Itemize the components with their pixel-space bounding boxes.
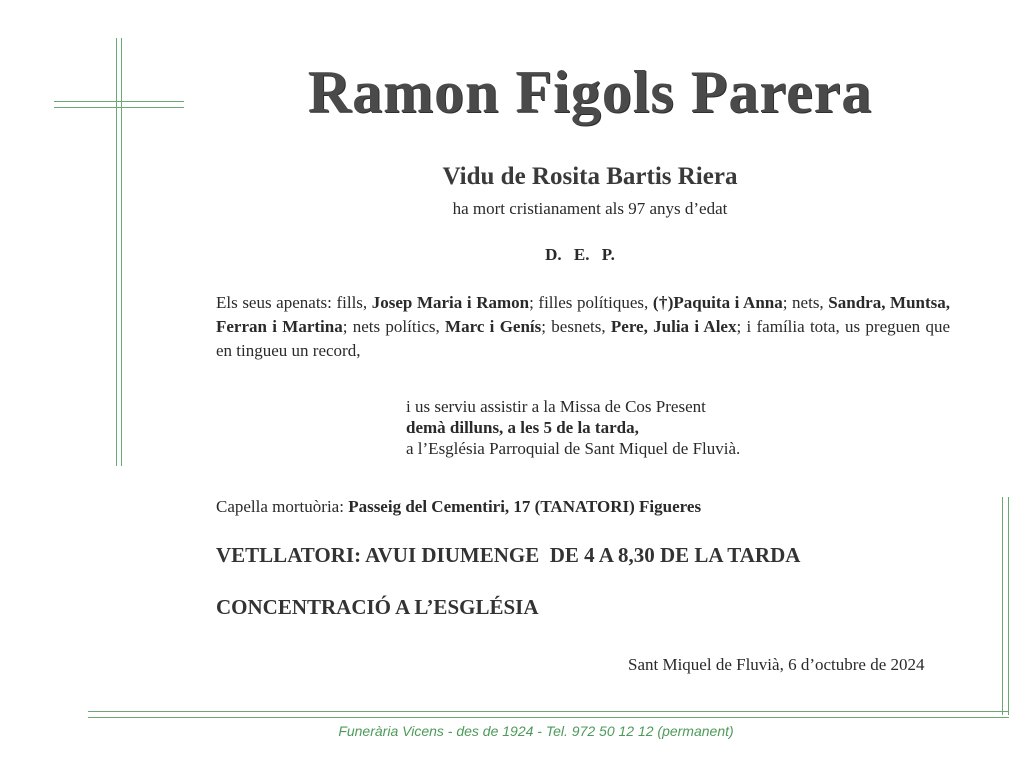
funeral-home-footer: Funerària Vicens - des de 1924 - Tel. 972 50 12 12 (permanent) [338,723,734,739]
place-date: Sant Miquel de Fluvià, 6 d’octubre de 2024 [628,655,925,674]
wake-info: VETLLATORI: AVUI DIUMENGE DE 4 A 8,30 DE LA TARDA [216,543,801,567]
family-daughters-in-law: (†)Paquita i Anna [652,293,783,312]
mass-info [406,396,740,459]
cross-vertical-line [121,38,122,466]
family-text: ; filles polítiques, [529,293,653,312]
family-text: ; nets polítics, [342,317,446,336]
mass-time: demà dilluns, a les 5 de la tarda, [406,418,639,437]
family-grandchildren-in-law: Marc i Genís [445,317,542,336]
chapel-address: Passeig del Cementiri, 17 (TANATORI) Figueres [348,497,702,516]
family-great-grandchildren: Pere, Julia i Alex [610,317,737,336]
death-notice: ha mort cristianament als 97 anys d’edat [452,199,728,218]
chapel-info [216,497,701,517]
mass-line: i us serviu assistir a la Missa de Cos Present [406,397,706,416]
frame-right-line [1008,497,1009,715]
family-text: Els seus apenats: fills, [216,293,372,312]
family-text: ; nets, [782,293,829,312]
frame-bottom-line [88,711,1009,712]
widower-of: Vidu de Rosita Bartis Riera [442,163,738,190]
family-text: ; besnets, [541,317,611,336]
cross-horizontal-line [54,101,184,102]
family-sons: Josep Maria i Ramon [371,293,530,312]
dep-rip: D. E. P. [545,245,615,264]
cross-vertical-line [116,38,117,466]
gathering-info: CONCENTRACIÓ A L’ESGLÉSIA [216,595,539,619]
family-text: ; i família tota, us preguen que en tingueu un record, [216,317,951,360]
mass-location: a l’Església Parroquial de Sant Miquel de Fluvià. [406,439,741,458]
family-grandchildren: Sandra, Muntsa, Ferran i Martina [216,293,951,336]
chapel-label: Capella mortuòria: [216,497,349,516]
frame-right-line [1002,497,1003,715]
cross-horizontal-line [54,107,184,108]
frame-bottom-line [88,717,1009,718]
deceased-name: Ramon Figols Parera [307,59,873,125]
family-paragraph [216,291,950,363]
